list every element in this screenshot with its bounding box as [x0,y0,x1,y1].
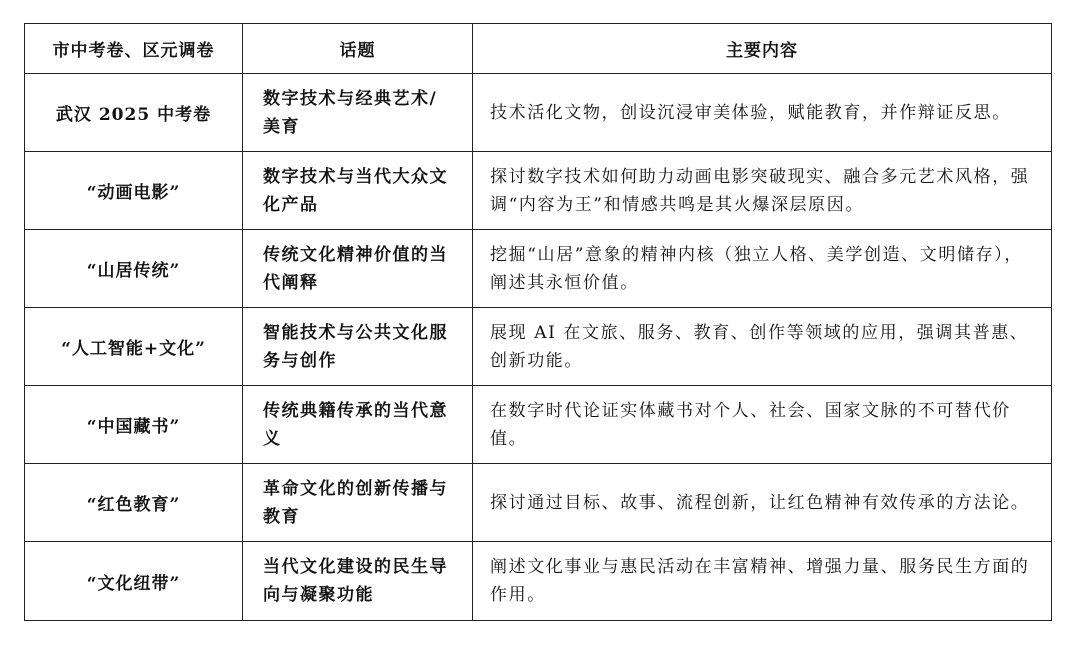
topic-cell: 数字技术与经典艺术/美育 [243,74,473,152]
source-cell: “山居传统” [25,230,243,308]
table-row [25,230,1052,308]
topic-cell: 革命文化的创新传播与教育 [243,464,473,542]
table-row [25,308,1052,386]
topic-summary-table [24,23,1052,621]
source-cell: “人工智能+文化” [25,308,243,386]
source-cell: 武汉 2025 中考卷 [25,74,243,152]
header-content: 主要内容 [473,24,1052,74]
content-cell: 阐述文化事业与惠民活动在丰富精神、增强力量、服务民生方面的作用。 [473,542,1052,621]
content-cell: 技术活化文物，创设沉浸审美体验，赋能教育，并作辩证反思。 [473,74,1052,152]
content-cell: 展现 AI 在文旅、服务、教育、创作等领域的应用，强调其普惠、创新功能。 [473,308,1052,386]
topic-cell: 当代文化建设的民生导向与凝聚功能 [243,542,473,621]
table-row [25,152,1052,230]
content-cell: 探讨数字技术如何助力动画电影突破现实、融合多元艺术风格，强调“内容为王”和情感共鸣是其火爆深层原因。 [473,152,1052,230]
table-row [25,386,1052,464]
content-cell: 挖掘“山居”意象的精神内核（独立人格、美学创造、文明储存），阐述其永恒价值。 [473,230,1052,308]
source-cell: “中国藏书” [25,386,243,464]
content-cell: 在数字时代论证实体藏书对个人、社会、国家文脉的不可替代价值。 [473,386,1052,464]
table-row [25,74,1052,152]
header-topic: 话题 [243,24,473,74]
source-cell: “红色教育” [25,464,243,542]
topic-cell: 智能技术与公共文化服务与创作 [243,308,473,386]
topic-cell: 数字技术与当代大众文化产品 [243,152,473,230]
source-cell: “文化纽带” [25,542,243,621]
table-header-row [25,24,1052,74]
table-row [25,542,1052,621]
topic-cell: 传统典籍传承的当代意义 [243,386,473,464]
header-source: 市中考卷、区元调卷 [25,24,243,74]
source-cell: “动画电影” [25,152,243,230]
topic-cell: 传统文化精神价值的当代阐释 [243,230,473,308]
content-cell: 探讨通过目标、故事、流程创新，让红色精神有效传承的方法论。 [473,464,1052,542]
table-row [25,464,1052,542]
